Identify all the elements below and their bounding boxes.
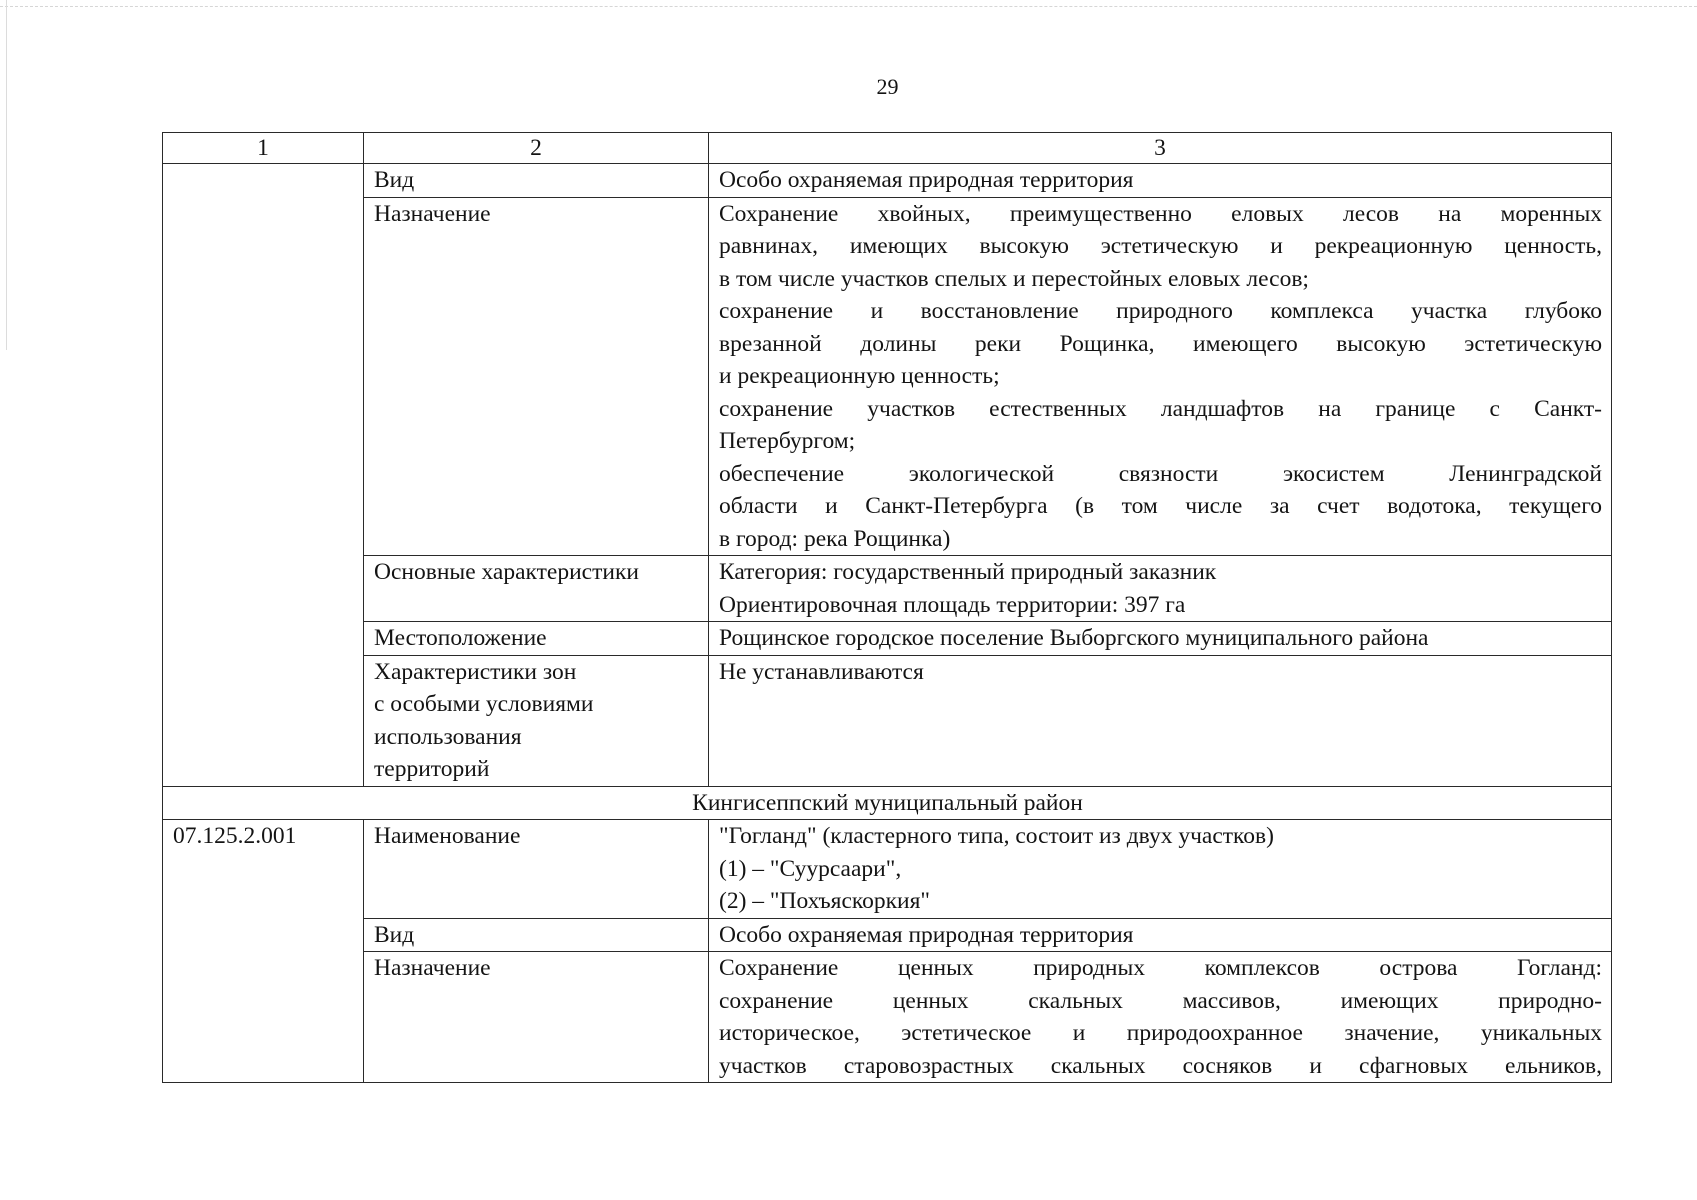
header-row <box>163 133 1612 164</box>
section-title: Кингисеппский муниципальный район <box>163 786 1612 820</box>
row-label <box>364 655 709 786</box>
value-line: (1) – "Суурсаари", <box>719 855 902 882</box>
label-line: с особыми условиями <box>374 691 594 717</box>
row-label <box>364 952 709 1083</box>
data-table <box>162 132 1612 1083</box>
code-cell: 07.125.2.001 <box>163 820 364 1083</box>
value-line: в том числе участков спелых и перестойных еловых лесов; <box>719 265 1309 292</box>
row-label <box>364 164 709 198</box>
table-row <box>163 820 1612 919</box>
value-line: врезанной долины реки Рощинка, имеющего высокую эстетическую <box>719 330 1602 357</box>
value-line: Рощинское городское поселение Выборгского муниципального района <box>719 625 1429 651</box>
value-line: Сохранение ценных природных комплексов острова Гогланд: <box>719 955 1602 981</box>
label-line: Наименование <box>374 823 521 849</box>
table-row <box>163 622 1612 656</box>
value-line: в город: река Рощинка) <box>719 525 951 552</box>
label-line: Назначение <box>374 955 491 981</box>
label-line: Характеристики зон <box>374 658 577 685</box>
value-line: сохранение участков естественных ландшафтов на границе с Санкт- <box>719 395 1602 422</box>
value-line: Ориентировочная площадь территории: 397 га <box>719 591 1186 618</box>
table-row <box>163 952 1612 1083</box>
table-row <box>163 655 1612 786</box>
label-line: использования <box>374 723 522 750</box>
value-line: Не устанавливаются <box>719 658 924 685</box>
value-line: равнинах, имеющих высокую эстетическую и рекреационную ценность, <box>719 233 1602 259</box>
row-value <box>709 655 1612 786</box>
value-line: историческое, эстетическое и природоохранное значение, уникальных <box>719 1020 1602 1046</box>
value-line: и рекреационную ценность; <box>719 363 1000 389</box>
value-line: области и Санкт-Петербурга (в том числе за счет водотока, текущего <box>719 493 1602 519</box>
table-row <box>163 197 1612 556</box>
header-col-1: 1 <box>163 133 364 164</box>
table-row <box>163 164 1612 198</box>
scan-edge-top <box>0 6 1697 7</box>
header-col-2: 2 <box>364 133 709 164</box>
row-value <box>709 197 1612 556</box>
page-number: 29 <box>876 74 899 99</box>
value-line: Петербургом; <box>719 428 856 454</box>
table-row <box>163 556 1612 622</box>
value-line: (2) – "Похъяскоркия" <box>719 888 930 914</box>
row-value <box>709 622 1612 656</box>
row-value <box>709 820 1612 919</box>
label-line: территорий <box>374 756 490 782</box>
section-row <box>163 786 1612 820</box>
row-value <box>709 918 1612 952</box>
row-label <box>364 918 709 952</box>
label-line: Назначение <box>374 200 491 227</box>
label-line: Вид <box>374 167 415 193</box>
value-line: участков старовозрастных скальных сосняков и сфагновых ельников, <box>719 1052 1602 1079</box>
value-line: Особо охраняемая природная территория <box>719 167 1134 193</box>
row-value <box>709 952 1612 1083</box>
row-value <box>709 556 1612 622</box>
row-value <box>709 164 1612 198</box>
row-label <box>364 556 709 622</box>
value-line: Категория: государственный природный заказник <box>719 559 1217 585</box>
label-line: Местоположение <box>374 625 547 651</box>
value-line: сохранение и восстановление природного комплекса участка глубоко <box>719 298 1602 324</box>
scan-edge-left <box>6 0 7 350</box>
label-line: Вид <box>374 921 415 948</box>
value-line: обеспечение экологической связности экосистем Ленинградской <box>719 460 1602 487</box>
code-cell <box>163 164 364 787</box>
row-label <box>364 197 709 556</box>
row-label <box>364 622 709 656</box>
header-col-3: 3 <box>709 133 1612 164</box>
value-line: Особо охраняемая природная территория <box>719 921 1134 948</box>
value-line: сохранение ценных скальных массивов, имеющих природно- <box>719 987 1602 1014</box>
value-line: "Гогланд" (кластерного типа, состоит из двух участков) <box>719 823 1274 849</box>
value-line: Сохранение хвойных, преимущественно еловых лесов на моренных <box>719 200 1602 227</box>
row-label <box>364 820 709 919</box>
label-line: Основные характеристики <box>374 559 639 585</box>
table-row <box>163 918 1612 952</box>
